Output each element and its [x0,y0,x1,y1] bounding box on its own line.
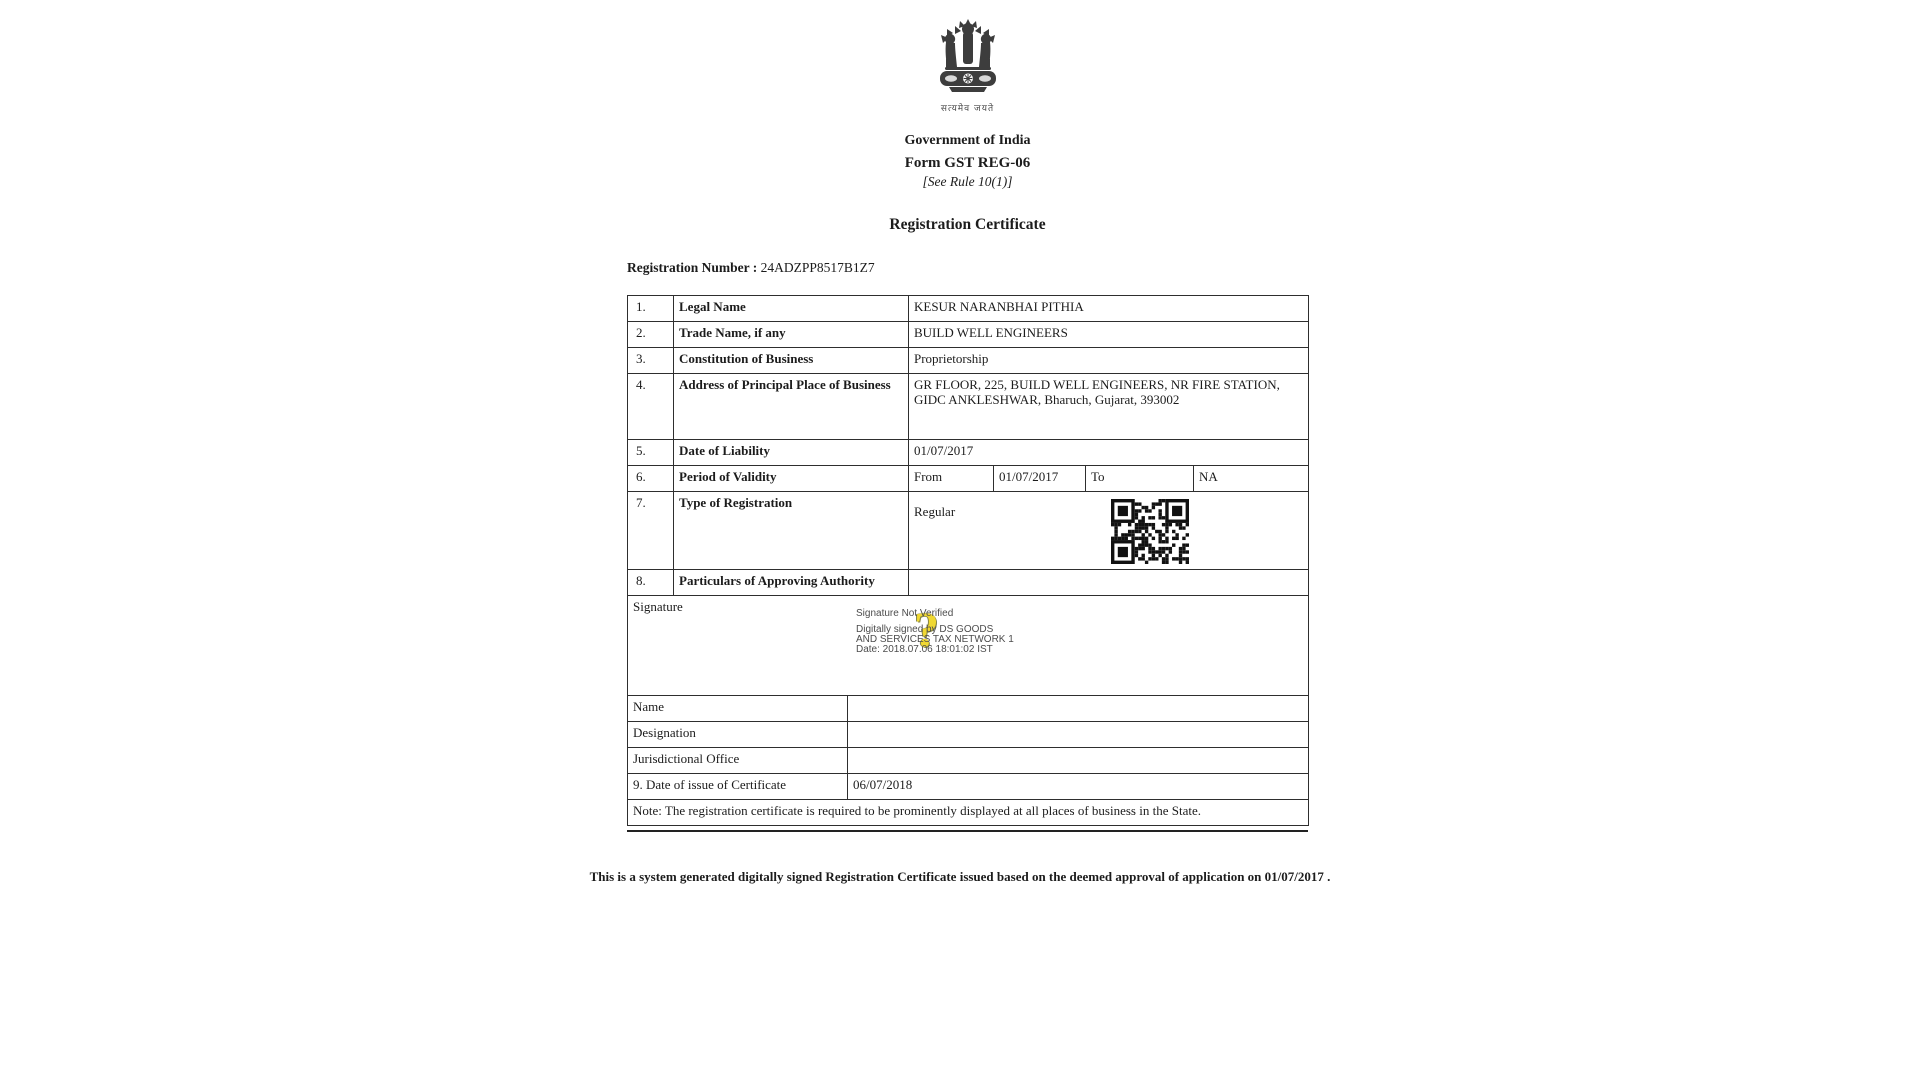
rule-reference: [See Rule 10(1)] [922,174,1013,189]
table-row-address [628,374,1309,440]
emblem-block [627,17,1308,114]
designation-value [848,722,1309,748]
registration-details-table [627,295,1309,596]
row-value: Regular [914,504,956,519]
row-label: Date of Liability [674,440,909,466]
row-value: GR FLOOR, 225, BUILD WELL ENGINEERS, NR FIRE STATION, GIDC ANKLESHWAR, Bharuch, Gujarat, 393002 [909,374,1309,440]
jurisdictional-office-value [848,748,1309,774]
date-of-issue-row [628,774,1309,800]
validity-from-label: From [909,466,994,492]
system-generated-statement: This is a system generated digitally signed Registration Certificate issued based on the deemed approval of application on 01/07/2017 . [589,869,1331,884]
validity-from-value: 01/07/2017 [994,466,1086,492]
signature-question-mark-icon: ? [914,601,939,657]
date-of-issue-value: 06/07/2018 [848,774,1309,800]
row-label: Legal Name [674,296,909,322]
form-title: Form GST REG-06 [904,155,1031,171]
jurisdictional-office-row [628,748,1309,774]
type-of-registration-cell [909,492,1309,570]
row-label: Constitution of Business [674,348,909,374]
date-of-issue-label: 9. Date of issue of Certificate [628,774,848,800]
india-emblem-icon [937,17,999,95]
designation-row [628,722,1309,748]
name-label: Name [628,696,848,722]
qr-code-icon [1111,499,1189,564]
signature-row [628,596,1309,696]
signature-table [627,595,1309,826]
note-text: Note: The registration certificate is required to be prominently displayed at all places of business in the State. [628,800,1309,826]
row-number: 5. [628,440,674,466]
registration-number-value: 24ADZPP8517B1Z7 [760,260,875,275]
row-value: KESUR NARANBHAI PITHIA [909,296,1309,322]
table-row-legal-name [628,296,1309,322]
row-label: Type of Registration [674,492,909,570]
row-number: 4. [628,374,674,440]
signed-by-line1: Digitally signed by DS GOODS [856,624,994,635]
table-row-constitution [628,348,1309,374]
digital-signature-stamp [856,601,1116,657]
certificate-title: Registration Certificate [889,216,1046,233]
table-row-trade-name [628,322,1309,348]
signature-cell [628,596,1309,696]
row-number: 6. [628,466,674,492]
table-row-date-of-liability [628,440,1309,466]
government-of-india-heading: Government of India [904,133,1031,148]
emblem-motto: सत्यमेव जयते [940,104,995,114]
row-value: BUILD WELL ENGINEERS [909,322,1309,348]
note-row [628,800,1309,826]
row-value [909,570,1309,596]
validity-to-label: To [1086,466,1194,492]
registration-number-label: Registration Number : [627,260,758,275]
row-value: 01/07/2017 [909,440,1309,466]
signature-label: Signature [633,599,683,614]
table-row-approving-authority [628,570,1309,596]
row-number: 7. [628,492,674,570]
registration-number-line [627,260,1308,276]
designation-label: Designation [628,722,848,748]
table-row-type-of-registration [628,492,1309,570]
signed-by-line2: AND SERVICES TAX NETWORK 1 [856,634,1014,645]
jurisdictional-office-label: Jurisdictional Office [628,748,848,774]
row-number: 1. [628,296,674,322]
name-value [848,696,1309,722]
row-label: Address of Principal Place of Business [674,374,909,440]
row-value: Proprietorship [909,348,1309,374]
row-number: 2. [628,322,674,348]
row-label: Trade Name, if any [674,322,909,348]
row-label: Particulars of Approving Authority [674,570,909,596]
table-row-period-of-validity [628,466,1309,492]
signature-status: Signature Not Verified [856,608,954,619]
signature-date-line: Date: 2018.07.06 18:01:02 IST [856,644,993,655]
row-number: 8. [628,570,674,596]
row-number: 3. [628,348,674,374]
row-label: Period of Validity [674,466,909,492]
certificate-document [627,0,1308,832]
validity-to-value: NA [1194,466,1309,492]
table-bottom-rule [627,830,1308,832]
name-row [628,696,1309,722]
